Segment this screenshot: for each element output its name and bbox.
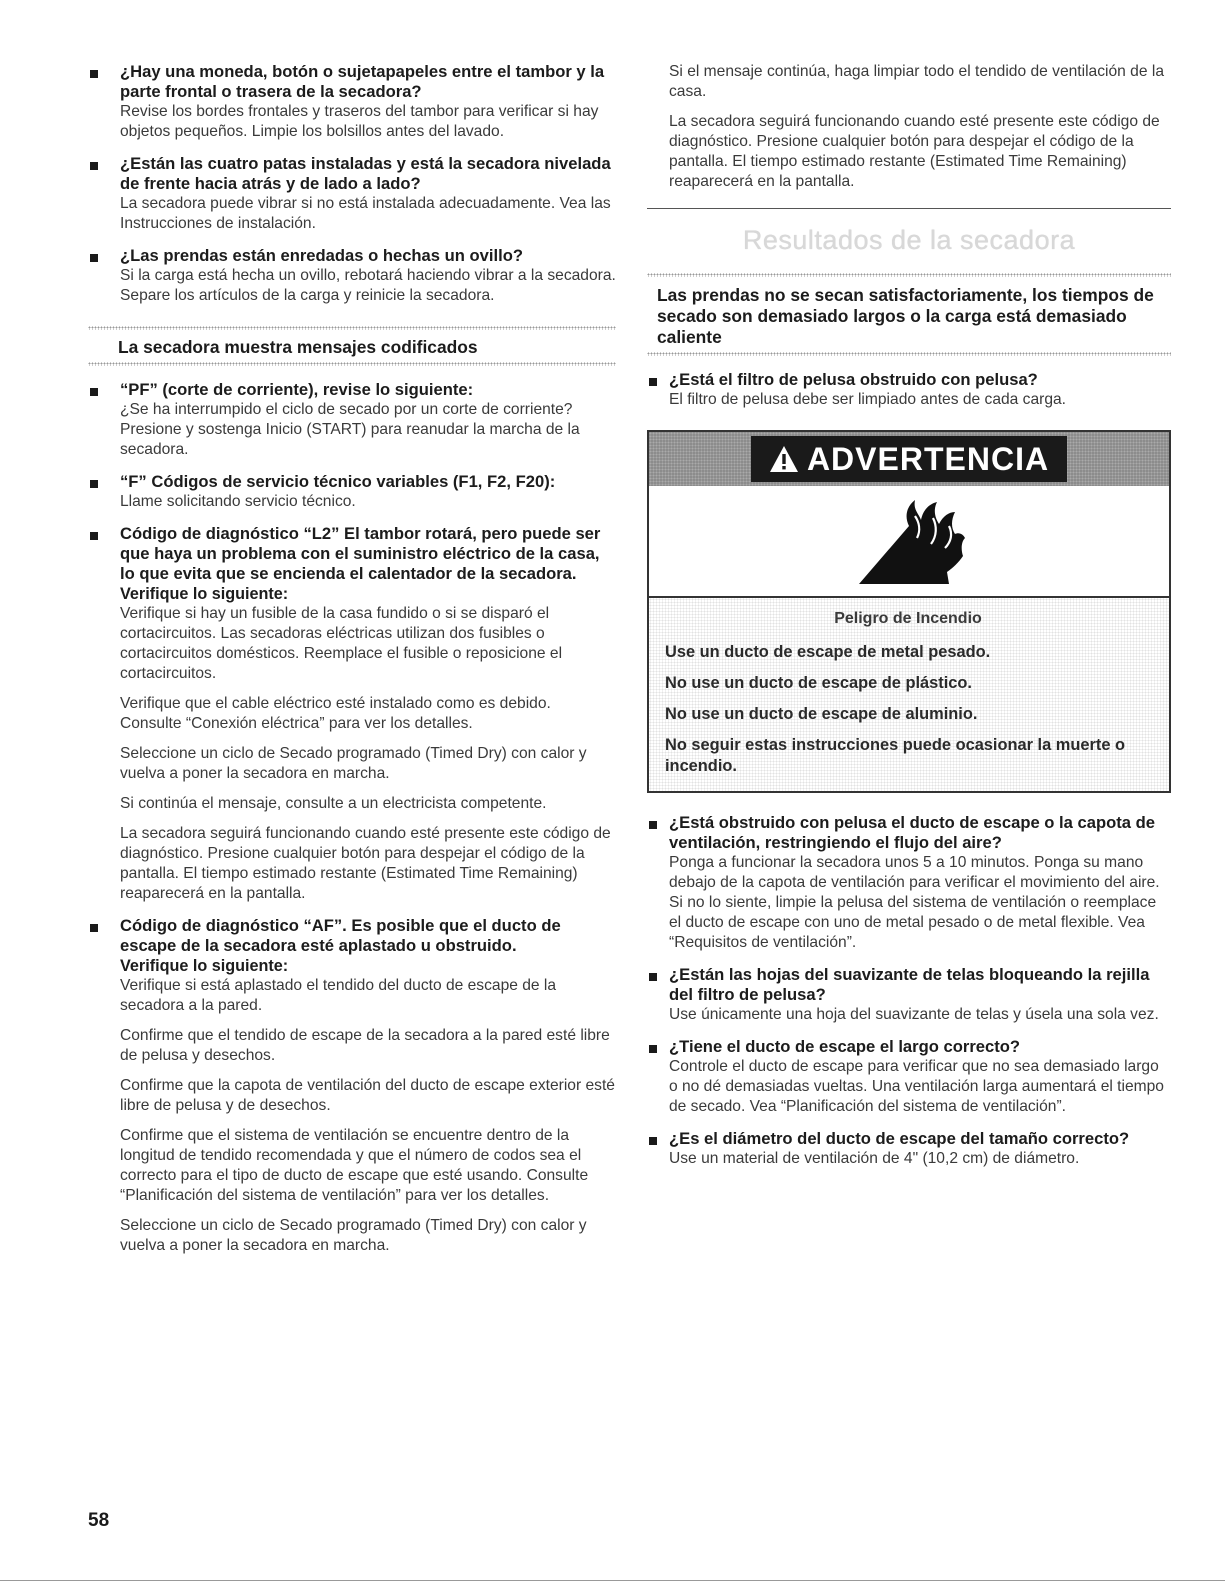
- bullet-icon: [649, 378, 657, 386]
- item-text: Seleccione un ciclo de Secado programado (Timed Dry) con calor y vuelva a poner la secadora en marcha.: [120, 745, 587, 782]
- item-text: Confirme que la capota de ventilación del ducto de escape exterior esté libre de pelusa y de desechos.: [120, 1077, 615, 1114]
- fire-hazard-icon: [849, 496, 969, 586]
- item-text: Seleccione un ciclo de Secado programado (Timed Dry) con calor y vuelva a poner la secadora en marcha.: [120, 1217, 587, 1254]
- list-item: [88, 62, 616, 142]
- section-title: La secadora muestra mensajes codificados: [118, 337, 478, 357]
- item-text: Verifique si está aplastado el tendido del ducto de escape de la secadora a la pared.: [120, 977, 557, 1014]
- item-question: ¿Está obstruido con pelusa el ducto de escape o la capota de ventilación, restringiendo el flujo del aire?: [669, 813, 1155, 852]
- item-question: Código de diagnóstico “AF”. Es posible que el ducto de escape de la secadora esté aplastado u obstruido.: [120, 916, 561, 955]
- item-text: Si continúa el mensaje, consulte a un electricista competente.: [120, 795, 547, 812]
- list-item: [88, 524, 616, 904]
- item-text: Use únicamente una hoja del suavizante de telas y úsela una sola vez.: [669, 1006, 1159, 1023]
- item-text: Use un material de ventilación de 4" (10,2 cm) de diámetro.: [669, 1150, 1080, 1167]
- hazard-label: Peligro de Incendio: [834, 610, 982, 627]
- item-text: Confirme que el sistema de ventilación se encuentre dentro de la longitud de tendido recomendada y que el número de codos sea el correcto para el tipo de ducto de escape que esté usando. Consulte “Planificación del sistema de ventilación” para ver los detalles.: [120, 1127, 589, 1204]
- item-question: “F” Códigos de servicio técnico variables (F1, F2, F20):: [120, 472, 556, 491]
- item-text: Verifique si hay un fusible de la casa fundido o si se disparó el cortacircuitos. Las secadoras eléctricas utilizan dos fusibles o cortacircuitos domésticos. Reemplace el fusible o reposicione el cortacircuitos.: [120, 605, 563, 682]
- warning-title-bar: [751, 436, 1067, 482]
- item-text: Controle el ducto de escape para verificar que no sea demasiado largo o no dé demasiadas vueltas. Una ventilación larga aumentará el tiempo de secado. Vea “Planificación del sistema de ventilación”.: [669, 1058, 1164, 1115]
- warning-triangle-icon: [769, 445, 799, 473]
- item-question: ¿Las prendas están enredadas o hechas un ovillo?: [120, 246, 523, 265]
- bullet-icon: [90, 70, 98, 78]
- bullet-icon: [90, 254, 98, 262]
- list-item: [88, 246, 616, 306]
- warning-header: [649, 432, 1169, 486]
- item-question: ¿Están las hojas del suavizante de telas bloqueando la rejilla del filtro de pelusa?: [669, 965, 1150, 1004]
- left-column: [88, 62, 616, 1268]
- bullet-icon: [90, 532, 98, 540]
- list-item: [88, 472, 616, 512]
- item-question: ¿Es el diámetro del ducto de escape del tamaño correcto?: [669, 1129, 1130, 1148]
- bullet-icon: [90, 388, 98, 396]
- section-header: [88, 326, 616, 366]
- item-question: ¿Tiene el ducto de escape el largo correcto?: [669, 1037, 1021, 1056]
- bullet-icon: [90, 924, 98, 932]
- right-column: [647, 62, 1171, 1181]
- dotted-divider: [88, 362, 616, 366]
- warning-line: Use un ducto de escape de metal pesado.: [665, 643, 991, 661]
- list-item: [88, 154, 616, 234]
- subsection-heading: Las prendas no se secan satisfactoriamente, los tiempos de secado son demasiado largos o la carga está demasiado caliente: [657, 285, 1154, 347]
- item-text: La secadora puede vibrar si no está instalada adecuadamente. Vea las Instrucciones de instalación.: [120, 195, 611, 232]
- bottom-rule: [0, 1580, 1225, 1581]
- list-item: [647, 1129, 1171, 1169]
- list-item: [647, 370, 1171, 410]
- list-item: [647, 813, 1171, 953]
- item-text: La secadora seguirá funcionando cuando esté presente este código de diagnóstico. Presione cualquier botón para despejar el código de la pantalla. El tiempo estimado restante (Estimated Time Remaining) reaparecerá en la pantalla.: [120, 825, 611, 902]
- dotted-divider: [647, 352, 1171, 356]
- section-heading: Resultados de la secadora: [742, 225, 1076, 255]
- warning-image: [649, 486, 1169, 598]
- bullet-icon: [649, 1045, 657, 1053]
- item-text: Llame solicitando servicio técnico.: [120, 493, 356, 510]
- item-text: Verifique que el cable eléctrico esté instalado como es debido. Consulte “Conexión eléctrica” para ver los detalles.: [120, 695, 551, 732]
- warning-line: No seguir estas instrucciones puede ocasionar la muerte o incendio.: [665, 736, 1125, 775]
- item-question: Código de diagnóstico “L2” El tambor rotará, pero puede ser que haya un problema con el suministro eléctrico de la casa, lo que evita que se encienda el calentador de la secadora.: [120, 524, 601, 583]
- item-text: Si la carga está hecha un ovillo, rebotará haciendo vibrar a la secadora. Separe los artículos de la carga y reinicie la secadora.: [120, 267, 616, 304]
- item-question: ¿Están las cuatro patas instaladas y está la secadora nivelada de frente hacia atrás y de lado a lado?: [120, 154, 611, 193]
- bullet-icon: [90, 162, 98, 170]
- bullet-icon: [649, 821, 657, 829]
- bullet-icon: [90, 480, 98, 488]
- item-text: Revise los bordes frontales y traseros del tambor para verificar si hay objetos pequeños. Limpie los bolsillos antes del lavado.: [120, 103, 599, 140]
- item-text: El filtro de pelusa debe ser limpiado antes de cada carga.: [669, 391, 1067, 408]
- continued-text: [647, 62, 1171, 192]
- page-number: 58: [88, 1510, 110, 1531]
- warning-title: ADVERTENCIA: [806, 441, 1050, 477]
- list-item: [88, 380, 616, 460]
- bullet-icon: [649, 1137, 657, 1145]
- item-text: Confirme que el tendido de escape de la secadora a la pared esté libre de pelusa y desechos.: [120, 1027, 610, 1064]
- paragraph: Si el mensaje continúa, haga limpiar todo el tendido de ventilación de la casa.: [669, 63, 1164, 100]
- warning-box: [647, 430, 1171, 793]
- paragraph: La secadora seguirá funcionando cuando esté presente este código de diagnóstico. Presione cualquier botón para despejar el código de la pantalla. El tiempo estimado restante (Estimated Time Remaining) reaparecerá en la pantalla.: [669, 113, 1160, 190]
- warning-line: No use un ducto de escape de aluminio.: [665, 705, 978, 723]
- warning-body: [649, 598, 1169, 791]
- item-subheading: Verifique lo siguiente:: [120, 957, 289, 975]
- item-subheading: Verifique lo siguiente:: [120, 585, 289, 603]
- bullet-icon: [649, 973, 657, 981]
- item-question: “PF” (corte de corriente), revise lo siguiente:: [120, 380, 474, 399]
- list-item: [647, 1037, 1171, 1117]
- item-question: ¿Hay una moneda, botón o sujetapapeles entre el tambor y la parte frontal o trasera de la secadora?: [120, 62, 605, 101]
- item-text: ¿Se ha interrumpido el ciclo de secado por un corte de corriente? Presione y sostenga Inicio (START) para reanudar la marcha de la secadora.: [120, 401, 580, 458]
- item-question: ¿Está el filtro de pelusa obstruido con pelusa?: [669, 370, 1038, 389]
- warning-line: No use un ducto de escape de plástico.: [665, 674, 972, 692]
- list-item: [647, 965, 1171, 1025]
- item-text: Ponga a funcionar la secadora unos 5 a 10 minutos. Ponga su mano debajo de la capota de ventilación para verificar el movimiento del aire. Si no lo siente, limpie la pelusa del sistema de ventilación o reemplace el ducto de escape con uno de metal pesado o de metal flexible. Vea “Requisitos de ventilación”.: [669, 854, 1160, 951]
- list-item: [88, 916, 616, 1256]
